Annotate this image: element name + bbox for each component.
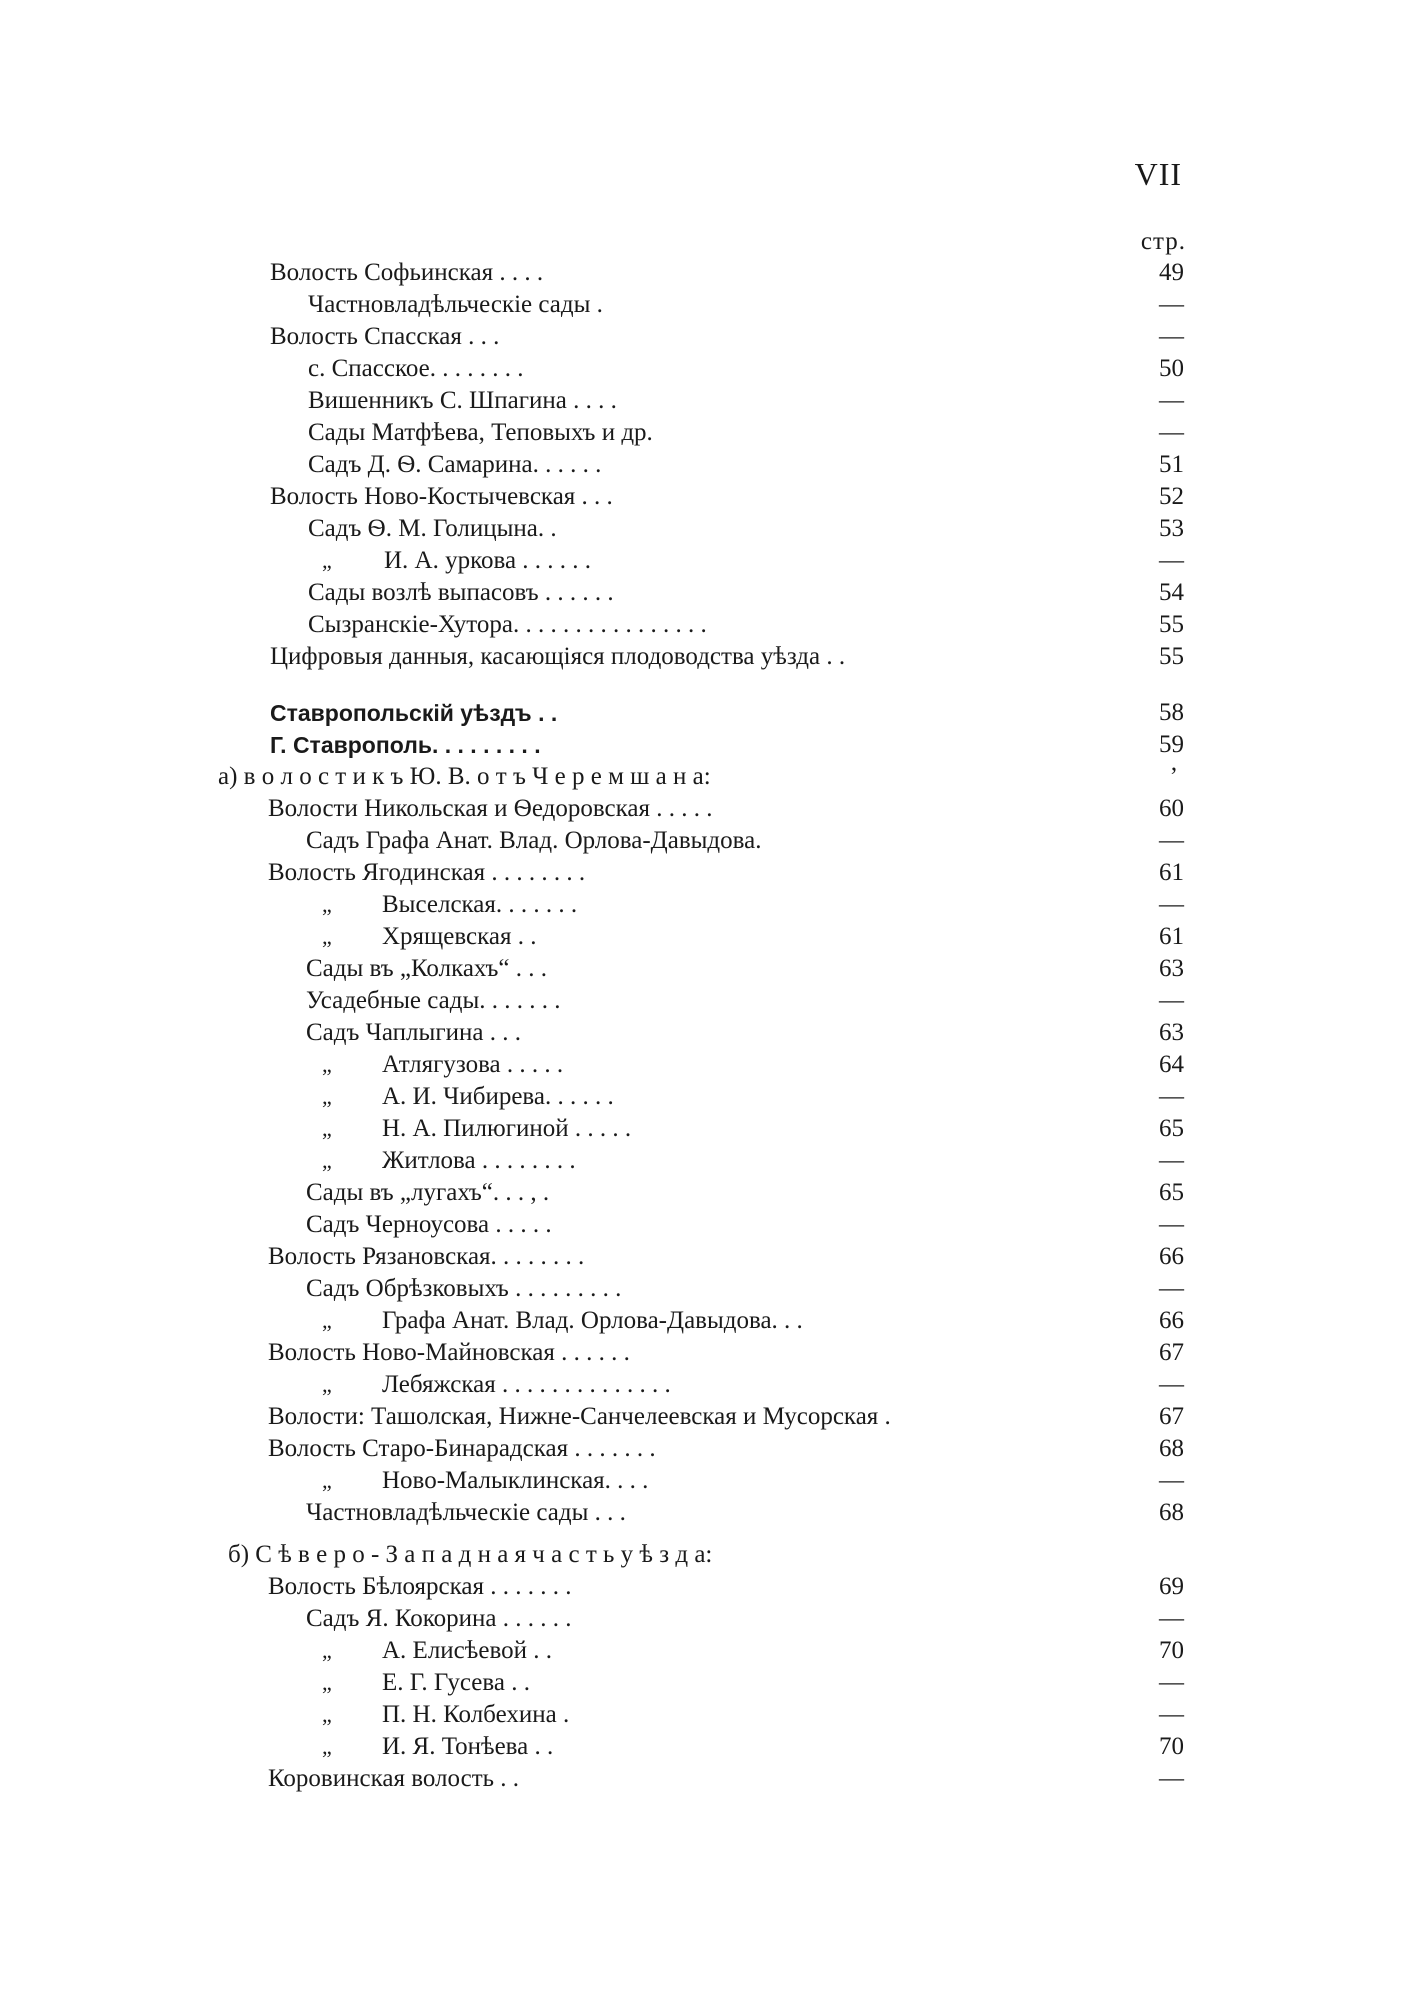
toc-entry-text: А. Елисѣевой . . bbox=[382, 1637, 552, 1664]
toc-row bbox=[0, 354, 1404, 384]
toc-row bbox=[0, 1572, 1404, 1602]
toc-row bbox=[0, 1082, 1404, 1112]
toc-entry-page: — bbox=[1159, 547, 1184, 574]
toc-row bbox=[0, 1306, 1404, 1336]
toc-entry-text: Ново-Малыклинская. . . . bbox=[382, 1467, 649, 1494]
toc-entry-text: Сады въ „лугахъ“. . . , . bbox=[306, 1179, 550, 1206]
toc-entry-page: — bbox=[1159, 1701, 1184, 1728]
toc-row bbox=[0, 1242, 1404, 1272]
toc-entry-text: Атлягузова . . . . . bbox=[382, 1051, 564, 1078]
ditto-mark: „ bbox=[322, 892, 332, 917]
toc-entry-text: Частновладѣльческіе сады . bbox=[308, 291, 603, 318]
toc-entry-page: 68 bbox=[1159, 1435, 1184, 1462]
toc-entry-text: Садъ Чаплыгина . . . bbox=[306, 1019, 521, 1046]
toc-row bbox=[0, 1114, 1404, 1144]
toc-entry-page: 61 bbox=[1159, 923, 1184, 950]
toc-entry-page: 67 bbox=[1159, 1339, 1184, 1366]
toc-row bbox=[0, 794, 1404, 824]
toc-row bbox=[0, 1466, 1404, 1496]
toc-entry-page: 65 bbox=[1159, 1115, 1184, 1142]
toc-entry-text: Частновладѣльческіе сады . . . bbox=[306, 1499, 626, 1526]
toc-row bbox=[0, 762, 1404, 792]
toc-entry-page: — bbox=[1159, 1669, 1184, 1696]
toc-row bbox=[0, 290, 1404, 320]
ditto-mark: „ bbox=[322, 1670, 332, 1695]
toc-entry-page: 68 bbox=[1159, 1499, 1184, 1526]
toc-row bbox=[0, 514, 1404, 544]
page-number: VII bbox=[1134, 156, 1182, 192]
toc-subsection-heading: б) С ѣ в е р о - З а п а д н а я ч а с т ь у ѣ з д а: bbox=[228, 1541, 713, 1568]
pages-column-header: стр. bbox=[1140, 228, 1186, 255]
toc-entry-page: 69 bbox=[1159, 1573, 1184, 1600]
toc-entry-text: Волость Спасская . . . bbox=[270, 323, 500, 350]
toc-entry-page: — bbox=[1159, 1275, 1184, 1302]
toc-row bbox=[0, 890, 1404, 920]
toc-entry-text: Волости: Ташолская, Нижне-Санчелеевская и Мусорская . bbox=[268, 1403, 891, 1430]
toc-row bbox=[0, 730, 1404, 760]
toc-entry-page: — bbox=[1159, 1371, 1184, 1398]
toc-entry-page: — bbox=[1159, 1467, 1184, 1494]
toc-row bbox=[0, 610, 1404, 640]
toc-entry-page: — bbox=[1159, 891, 1184, 918]
toc-entry-text: Лебяжская . . . . . . . . . . . . . . bbox=[382, 1371, 671, 1398]
toc-entry-page: 55 bbox=[1159, 643, 1184, 670]
toc-entry-text: Волость Софьинская . . . . bbox=[270, 259, 544, 286]
toc-row bbox=[0, 1636, 1404, 1666]
toc-entry-text: Садъ Ѳ. М. Голицына. . bbox=[308, 515, 557, 542]
toc-row bbox=[0, 1050, 1404, 1080]
toc-entry-page: 65 bbox=[1159, 1179, 1184, 1206]
toc-entry-text: Сады возлѣ выпасовъ . . . . . . bbox=[308, 579, 614, 606]
toc-row bbox=[0, 1498, 1404, 1528]
ditto-mark: „ bbox=[322, 1116, 332, 1141]
ditto-mark: „ bbox=[322, 1148, 332, 1173]
ditto-mark: „ bbox=[322, 548, 332, 573]
ditto-mark: „ bbox=[322, 1702, 332, 1727]
toc-section-heading: Г. Ставрополь. . . . . . . . . bbox=[270, 732, 541, 758]
toc-row bbox=[0, 1146, 1404, 1176]
toc-entry-text: Садъ Обрѣзковыхъ . . . . . . . . . bbox=[306, 1275, 622, 1302]
toc-entry-page: 66 bbox=[1159, 1307, 1184, 1334]
toc-entry-text: Вишенникъ С. Шпагина . . . . bbox=[308, 387, 617, 414]
toc-entry-text: Садъ Черноусова . . . . . bbox=[306, 1211, 552, 1238]
toc-row bbox=[0, 1434, 1404, 1464]
toc-entry-page: — bbox=[1159, 1765, 1184, 1792]
toc-row bbox=[0, 642, 1404, 672]
toc-row bbox=[0, 1668, 1404, 1698]
toc-row bbox=[0, 1732, 1404, 1762]
toc-entry-text: с. Спасское. . . . . . . . bbox=[308, 355, 524, 382]
toc-subsection-heading: а) в о л о с т и к ъ Ю. В. о т ъ Ч е р е м ш а н а: bbox=[218, 763, 711, 790]
ditto-mark: „ bbox=[322, 1084, 332, 1109]
toc-entry-text: Графа Анат. Влад. Орлова-Давыдова. . . bbox=[382, 1307, 803, 1334]
toc-entry-page: 52 bbox=[1159, 483, 1184, 510]
toc-row bbox=[0, 826, 1404, 856]
toc-row bbox=[0, 578, 1404, 608]
toc-entry-page: ’ bbox=[1169, 763, 1178, 790]
toc-row bbox=[0, 1338, 1404, 1368]
toc-entry-page: 63 bbox=[1159, 955, 1184, 982]
toc-entry-page: — bbox=[1159, 1605, 1184, 1632]
toc-entry-text: Н. А. Пилюгиной . . . . . bbox=[382, 1115, 632, 1142]
toc-entry-text: Е. Г. Гусева . . bbox=[382, 1669, 530, 1696]
toc-row bbox=[0, 954, 1404, 984]
toc-entry-text: Сады въ „Колкахъ“ . . . bbox=[306, 955, 548, 982]
toc-entry-text: Выселская. . . . . . . bbox=[382, 891, 578, 918]
toc-row bbox=[0, 546, 1404, 576]
toc-entry-page: 60 bbox=[1159, 795, 1184, 822]
toc-row bbox=[0, 258, 1404, 288]
toc-row bbox=[0, 1178, 1404, 1208]
toc-entry-page: — bbox=[1159, 387, 1184, 414]
toc-entry-text: А. И. Чибирева. . . . . . bbox=[382, 1083, 614, 1110]
toc-row bbox=[0, 322, 1404, 352]
ditto-mark: „ bbox=[322, 1372, 332, 1397]
toc-entry-page: 70 bbox=[1159, 1733, 1184, 1760]
toc-entry-page: — bbox=[1159, 1147, 1184, 1174]
toc-entry-page: 59 bbox=[1159, 731, 1184, 758]
toc-row bbox=[0, 450, 1404, 480]
toc-row bbox=[0, 1764, 1404, 1794]
toc-row bbox=[0, 922, 1404, 952]
toc-row bbox=[0, 986, 1404, 1016]
toc-entry-text: Волость Ново-Майновская . . . . . . bbox=[268, 1339, 630, 1366]
toc-entry-page: 61 bbox=[1159, 859, 1184, 886]
toc-entry-page: 67 bbox=[1159, 1403, 1184, 1430]
toc-entry-text: Хрящевская . . bbox=[382, 923, 537, 950]
toc-entry-text: Волость Ново-Костычевская . . . bbox=[270, 483, 613, 510]
toc-row bbox=[0, 858, 1404, 888]
ditto-mark: „ bbox=[322, 1638, 332, 1663]
ditto-mark: „ bbox=[322, 1052, 332, 1077]
toc-entry-text: Сызранскіе-Хутора. . . . . . . . . . . . . . . . bbox=[308, 611, 707, 638]
toc-entry-text: Волость Ягодинская . . . . . . . . bbox=[268, 859, 586, 886]
toc-row bbox=[0, 1018, 1404, 1048]
toc-entry-page: 66 bbox=[1159, 1243, 1184, 1270]
ditto-mark: „ bbox=[322, 924, 332, 949]
toc-entry-text: Цифровыя данныя, касающіяся плодоводства уѣзда . . bbox=[270, 643, 846, 670]
toc-entry-page: 58 bbox=[1159, 699, 1184, 726]
toc-row bbox=[0, 386, 1404, 416]
toc-entry-page: — bbox=[1159, 827, 1184, 854]
toc-entry-page: 64 bbox=[1159, 1051, 1184, 1078]
toc-row bbox=[0, 1370, 1404, 1400]
toc-entry-page: 54 bbox=[1159, 579, 1184, 606]
toc-row bbox=[0, 418, 1404, 448]
toc-entry-page: 70 bbox=[1159, 1637, 1184, 1664]
toc-row bbox=[0, 1700, 1404, 1730]
toc-entry-text: Садъ Графа Анат. Влад. Орлова-Давыдова. bbox=[306, 827, 762, 854]
toc-row bbox=[0, 698, 1404, 728]
toc-entry-page: — bbox=[1159, 323, 1184, 350]
ditto-mark: „ bbox=[322, 1308, 332, 1333]
toc-entry-text: Усадебные сады. . . . . . . bbox=[306, 987, 561, 1014]
toc-row bbox=[0, 1604, 1404, 1634]
toc-entry-text: Волость Старо-Бинарадская . . . . . . . bbox=[268, 1435, 656, 1462]
toc-entry-text: Житлова . . . . . . . . bbox=[382, 1147, 576, 1174]
toc-entry-text: Садъ Я. Кокорина . . . . . . bbox=[306, 1605, 572, 1632]
toc-row bbox=[0, 482, 1404, 512]
ditto-mark: „ bbox=[322, 1734, 332, 1759]
toc-section-heading: Ставропольскій уѣздъ . . bbox=[270, 700, 558, 726]
toc-entry-text: Волости Никольская и Ѳедоровская . . . . . bbox=[268, 795, 713, 822]
toc-row bbox=[0, 1210, 1404, 1240]
toc-entry-text: Коровинская волость . . bbox=[268, 1765, 520, 1792]
toc-entry-text: Волость Рязановская. . . . . . . . bbox=[268, 1243, 585, 1270]
toc-entry-page: — bbox=[1159, 987, 1184, 1014]
toc-entry-page: 49 bbox=[1159, 259, 1184, 286]
toc-entry-page: — bbox=[1159, 1083, 1184, 1110]
toc-entry-text: Волость Бѣлоярская . . . . . . . bbox=[268, 1573, 572, 1600]
toc-entry-page: — bbox=[1159, 419, 1184, 446]
toc-entry-page: 51 bbox=[1159, 451, 1184, 478]
toc-entry-text: И. А. уркова . . . . . . bbox=[384, 547, 592, 574]
toc-row bbox=[0, 1540, 1404, 1570]
toc-entry-page: — bbox=[1159, 291, 1184, 318]
toc-entry-page: 50 bbox=[1159, 355, 1184, 382]
toc-entry-text: Сады Матфѣева, Теповыхъ и др. bbox=[308, 419, 653, 446]
toc-row bbox=[0, 1274, 1404, 1304]
toc-row bbox=[0, 1402, 1404, 1432]
toc-entry-page: 63 bbox=[1159, 1019, 1184, 1046]
toc-entry-text: И. Я. Тонѣева . . bbox=[382, 1733, 554, 1760]
toc-entry-page: 53 bbox=[1159, 515, 1184, 542]
toc-entry-page: — bbox=[1159, 1211, 1184, 1238]
toc-entry-text: П. Н. Колбехина . bbox=[382, 1701, 570, 1728]
ditto-mark: „ bbox=[322, 1468, 332, 1493]
toc-entry-page: 55 bbox=[1159, 611, 1184, 638]
toc-entry-text: Садъ Д. Ѳ. Самарина. . . . . . bbox=[308, 451, 602, 478]
